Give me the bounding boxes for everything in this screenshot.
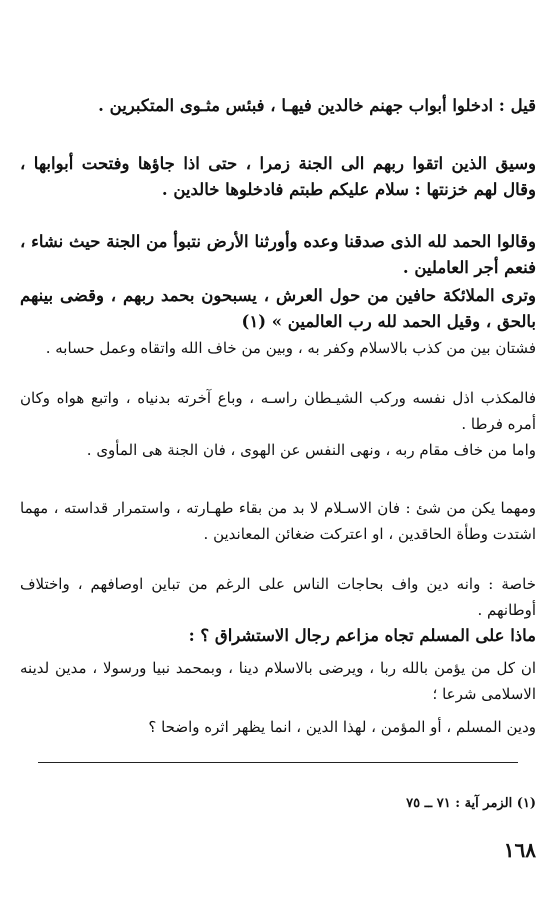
paragraph-4: وترى الملائكة حافين من حول العرش ، يسبحون بحمد ربهم ، وقضى بينهم بالحق ، وقيل الحمد لله رب العالمين » (١) [20, 286, 536, 331]
paragraph-5: فشتان بين من كذب بالاسلام وكفر به ، وبين من خاف الله واتقاه وعمل حسابه . [45, 339, 536, 357]
paragraph-7: واما من خاف مقام ربه ، ونهى النفس عن الهوى ، فان الجنة هى المأوى . [86, 441, 536, 459]
paragraph-8: ومهما يكن من شئ : فان الاسـلام لا بد من بقاء طهـارته ، واستمرار قداسته ، مهما اشتدت وطأة الحاقدين ، او اعترکت ضغائن المعاندين . [20, 499, 536, 543]
paragraph-6: فالمكذب اذل نفسه وركب الشيـطان راسـه ، وباع آخرته بدنياه ، واتبع هواه وكان أمره فرطا . [20, 389, 536, 433]
page-number: ١٦٨ [503, 838, 536, 862]
paragraph-1: قيل : ادخلوا أبواب جهنم خالدين فيهـا ، فبئس مثـوى المتكبرين . [98, 96, 536, 115]
paragraph-2: وسيق الذين اتقوا ربهم الى الجنة زمرا ، حتى اذا جاؤها وفتحت أبوابها ، وقال لهم خزنتها : سلام عليكم طبتم فادخلوها خالدين . [20, 154, 536, 199]
footnote: (١) الزمر آية : ٧١ ــ ٧٥ [406, 796, 536, 811]
section-heading: ماذا على المسلم تجاه مزاعم رجال الاستشراق ؟ : [188, 626, 536, 645]
paragraph-11: ودين المسلم ، أو المؤمن ، لهذا الدين ، انما يظهر اثره واضحا ؟ [148, 718, 536, 736]
paragraph-3: وقالوا الحمد لله الذى صدقنا وعده وأورثنا الأرض نتبوأ من الجنة حيث نشاء ، فنعم أجر العاملين . [20, 232, 536, 277]
paragraph-9: خاصة : وانه دين واف بحاجات الناس على الرغم من تباين اوصافهم ، واختلاف أوطانهم . [20, 575, 536, 619]
footnote-divider [38, 762, 518, 763]
paragraph-10: ان كل من يؤمن بالله ربا ، ويرضى بالاسلام دينا ، وبمحمد نبيا ورسولا ، مدين لدينه الاسلامى شرعا ؛ [20, 659, 536, 703]
